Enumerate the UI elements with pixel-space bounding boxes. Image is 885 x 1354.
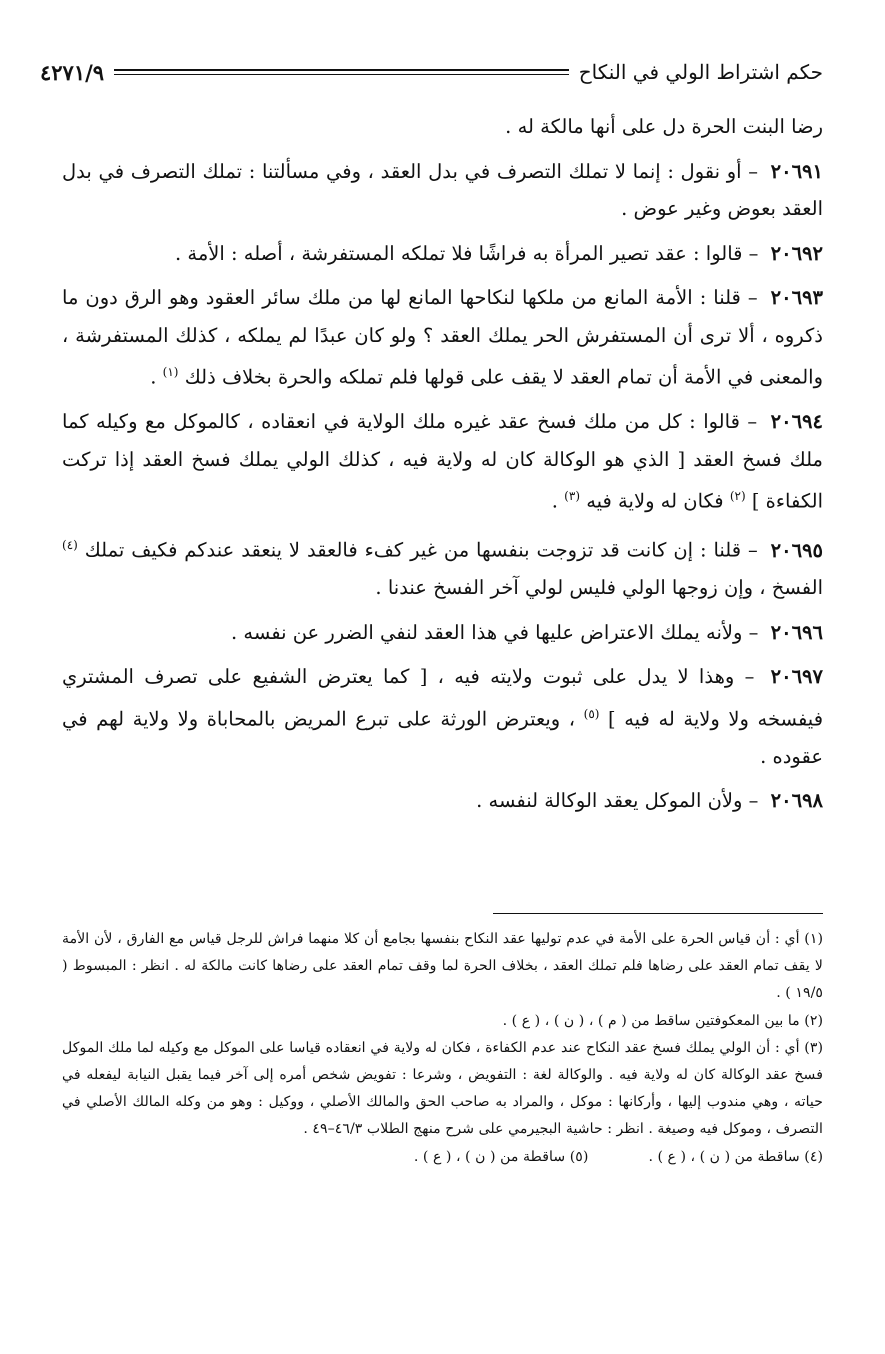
running-title: حكم اشتراط الولي في النكاح bbox=[578, 60, 823, 84]
paragraph-20695: ٢٠٦٩٥ – قلنا : إن كانت قد تزوجت بنفسها من غير كفء فالعقد لا ينعقد عندكم فكيف تملك $^{(٤)}$ الفسخ ، وإن زوجها الولي فليس لولي آخر الفسخ عندنا . bbox=[62, 538, 823, 599]
footnote-ref[interactable]: (٣) bbox=[564, 489, 580, 503]
paragraph-number: ٢٠٦٩٦ bbox=[770, 620, 823, 644]
footnote-ref[interactable]: (٢) bbox=[729, 489, 746, 503]
paragraph-20697: ٢٠٦٩٧ – وهذا لا يدل على ثبوت ولايته فيه ، [ كما يعترض الشفيع على تصرف المشتري فيفسخه ولا ولاية له فيه ] $^{(٥)}$ ، ويعترض الورثة على تبرع المريض بالمحاباة ولا ولاية لهم في عقوده . bbox=[62, 665, 824, 768]
paragraph-number: ٢٠٦٩٢ bbox=[770, 241, 823, 265]
footnote-separator bbox=[493, 913, 823, 914]
paragraph-number: ٢٠٦٩٨ bbox=[770, 789, 823, 812]
paragraph-20696: ٢٠٦٩٦ – ولأنه يملك الاعتراض عليها في هذا العقد لنفي الضرر عن نفسه . bbox=[230, 620, 823, 644]
main-text bbox=[62, 108, 823, 827]
footnote-1: (١) أي : أن قياس الحرة على الأمة في عدم توليها عقد النكاح بنفسها بجامع أن كلا منهما فراش للرجل قياس مع الفارق ، لأن الأمة لا يقف تمام العقد على رضاها فلم تملك العقد ، بخلاف الحرة لما وقف تمام العقد على رضاها كانت مالكة له . انظر : المبسوط ( ١٩/٥ ) . bbox=[62, 931, 823, 1002]
page-header bbox=[40, 54, 823, 90]
paragraph-number: ٢٠٦٩٤ bbox=[770, 410, 824, 433]
paragraph-20698: ٢٠٦٩٨ – ولأن الموكل يعقد الوكالة لنفسه . bbox=[476, 789, 823, 812]
footnote-ref[interactable]: (٥) bbox=[583, 706, 600, 721]
paragraph-20691: ٢٠٦٩١ – أو نقول : إنما لا تملك التصرف في بدل العقد ، وفي مسألتنا : تملك التصرف في بدل العقد بعوض وغير عوض . bbox=[62, 159, 823, 220]
paragraph-20692: ٢٠٦٩٢ – قالوا : عقد تصير المرأة به فراشًا فلا تملكه المستفرشة ، أصله : الأمة . bbox=[174, 241, 823, 265]
paragraph-20693: ٢٠٦٩٣ – قلنا : الأمة المانع من ملكها لنكاحها المانع لها من ملك سائر العقود وهو الرق دون ما ذكروه ، ألا ترى أن المستفرش الحر يملك العقد ؟ ولو كان عبدًا لم يملكه ، كذلك المستفرشة ، والمعنى في الأمة أن تمام العقد لا يقف على قولها فلم تملكه والحرة بخلاف ذلك $^{(١)}$ . bbox=[62, 286, 823, 389]
page-number: ٤٢٧١/٩ bbox=[40, 59, 105, 85]
footnote-2: (٢) ما بين المعكوفتين ساقط من ( م ) ، ( ن ) ، ( ع ) . bbox=[502, 1012, 823, 1029]
footnote-4: (٤) ساقطة من ( ن ) ، ( ع ) . bbox=[648, 1148, 823, 1165]
paragraph: رضا البنت الحرة دل على أنها مالكة له . bbox=[505, 115, 823, 138]
paragraph-number: ٢٠٦٩٧ bbox=[770, 665, 823, 688]
footnotes bbox=[62, 926, 823, 1171]
footnote-ref[interactable]: (٤) bbox=[62, 538, 78, 552]
footnote-row bbox=[62, 1144, 823, 1171]
footnote-gap bbox=[588, 1144, 648, 1171]
footnote-ref[interactable]: (١) bbox=[162, 365, 179, 379]
footnote-3: (٣) أي : أن الولي يملك فسخ عقد النكاح عند عدم الكفاءة ، فكان له ولاية في انعقاده قياسا على الموكل مع وكيله لما ملك الموكل فسخ عقد الوكالة كان له ولاية فيه . والوكالة لغة : التفويض ، وشرعا : تفويض شخص أمره إلى آخر فيما يقبل النيابة ليفعله في حياته ، وهي مندوب إليها ، وأركانها : موكل ، والمراد به صاحب الحق والمالك الأصلي ، ووكيل : وهو من وكله المالك الأصلي في التصرف ، وموكل فيه وصيغة . انظر : حاشية البجيرمي على شرح منهج الطلاب ٤٦/٣–٤٩ . bbox=[62, 1039, 823, 1138]
paragraph-number: ٢٠٦٩٥ bbox=[770, 538, 823, 562]
paragraph-number: ٢٠٦٩١ bbox=[770, 159, 823, 183]
header-rule bbox=[114, 69, 569, 75]
footnote-5: (٥) ساقطة من ( ن ) ، ( ع ) . bbox=[413, 1148, 589, 1165]
paragraph-number: ٢٠٦٩٣ bbox=[770, 286, 823, 309]
paragraph-20694: ٢٠٦٩٤ – قالوا : كل من ملك فسخ عقد غيره ملك الولاية في انعقاده ، كالموكل مع وكيله كما ملك فسخ العقد [ الذي هو الوكالة كان له ولاية فيه ، كذلك الولي يملك فسخ العقد إذا تركت الكفاءة ] $^{(٢)}$ فكان له ولاية فيه $^{(٣)}$ . bbox=[62, 410, 824, 513]
